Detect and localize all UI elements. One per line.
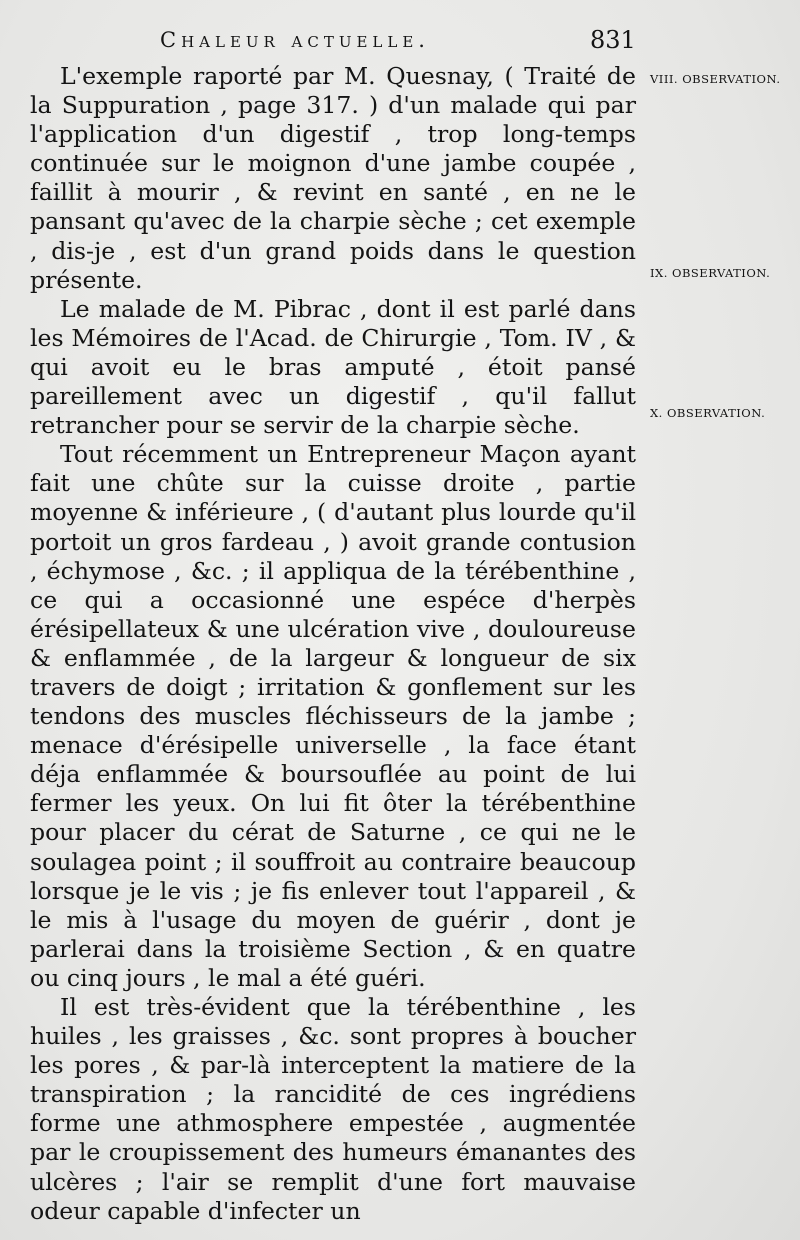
paragraph-2: Le malade de M. Pibrac , dont il est parlé dans les Mémoires de l'Acad. de Chirurgie , Tom. IV , & qui avoit eu le bras amputé , étoit pansé pareillement avec un digestif , qu'il fallut retrancher pour se servir de la charpie sèche. xyxy=(30,294,636,440)
page-number: 831 xyxy=(590,26,636,54)
margin-note-observation-8: VIII. OBSERVATION. xyxy=(650,72,781,86)
margin-note-observation-10: X. OBSERVATION. xyxy=(650,406,766,420)
body-text xyxy=(30,62,636,1226)
paragraph-1: L'exemple raporté par M. Quesnay, ( Traité de la Suppuration , page 317. ) d'un malade qui par l'application d'un digestif , trop long-temps continuée sur le moignon d'une jambe coupée , faillit à mourir , & revint en santé , en ne le pansant qu'avec de la charpie sèche ; cet exemple , dis-je , est d'un grand poids dans le question présente. xyxy=(30,62,636,294)
paragraph-4: Il est très-évident que la térébenthine , les huiles , les graisses , &c. sont propres à boucher les pores , & par-là interceptent la matiere de la transpiration ; la rancidité de ces ingrédiens forme une athmosphere empestée , augmentée par le croupissement des humeurs émanantes des ulcères ; l'air se remplit d'une fort mauvaise odeur capable d'infecter un xyxy=(30,993,636,1225)
margin-note-observation-9: IX. OBSERVATION. xyxy=(650,266,771,280)
running-head: Chaleur actuelle. xyxy=(160,28,430,52)
paragraph-3: Tout récemment un Entrepreneur Maçon ayant fait une chûte sur la cuisse droite , partie moyenne & inférieure , ( d'autant plus lourde qu'il portoit un gros fardeau , ) avoit grande contusion , échymose , &c. ; il appliqua de la térébenthine , ce qui a occasionné une espéce d'herpès érésipellateux & une ulcération vive , douloureuse & enflammée , de la largeur & longueur de six travers de doigt ; irritation & gonflement sur les tendons des muscles fléchisseurs de la jambe ; menace d'érésipelle universelle , la face étant déja enflammée & boursouflée au point de lui fermer les yeux. On lui fit ôter la térébenthine pour placer du cérat de Saturne , ce qui ne le soulagea point ; il souffroit au contraire beaucoup lorsque je le vis ; je fis enlever tout l'appareil , & le mis à l'usage du moyen de guérir , dont je parlerai dans la troisième Section , & en quatre ou cinq jours , le mal a été guéri. xyxy=(30,440,636,992)
